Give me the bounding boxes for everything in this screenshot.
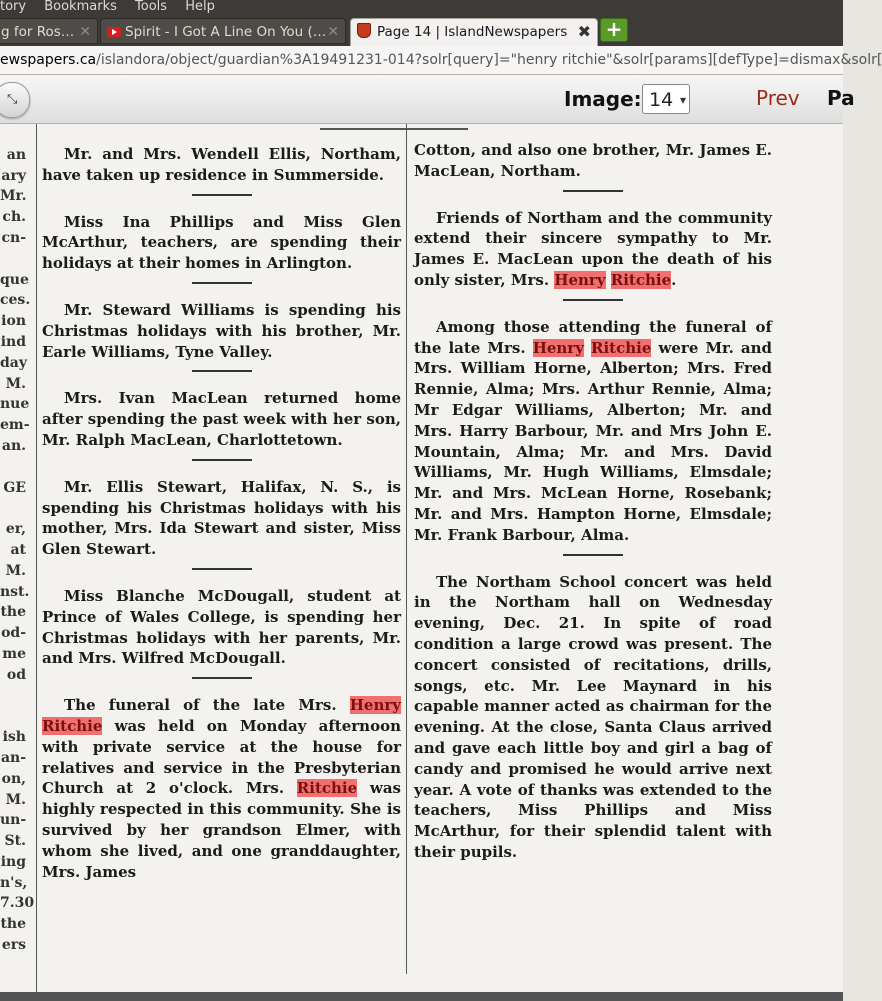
close-icon[interactable]: ✖ [577, 22, 591, 41]
edge-fragment: er, [5, 521, 26, 538]
edge-fragment: 7.30 [0, 895, 35, 912]
paragraph: Miss Ina Phillips and Miss Glen McArthur, teachers, are spending their holidays at their homes in Arlington. [42, 212, 401, 273]
edge-fragment: ers [1, 937, 26, 954]
menu-bar [0, 0, 843, 14]
paragraph-separator [563, 190, 623, 192]
newspaper-page[interactable] [0, 124, 843, 1001]
url-host: ewspapers.ca [0, 52, 97, 68]
search-highlight: Ritchie [610, 270, 672, 289]
paragraph-separator [192, 677, 252, 679]
menu-help[interactable]: Help [185, 0, 215, 14]
edge-fragment [0, 124, 26, 145]
url-path: /islandora/object/guardian%3A19491231-014?solr[query]="henry ritchie"&solr[params][defType]=dismax&solr[ [96, 52, 882, 68]
edge-fragment: cn- [1, 229, 26, 246]
paragraph-separator [563, 554, 623, 556]
edge-fragment: nst. [0, 583, 30, 600]
tab-2[interactable] [100, 18, 346, 44]
edge-fragment: ch. [2, 209, 26, 226]
edge-fragment [0, 498, 26, 519]
close-icon[interactable]: ✕ [327, 24, 339, 40]
edge-fragment: n's, [0, 874, 28, 891]
image-select-value: 14 [649, 89, 674, 111]
tab-1[interactable] [0, 18, 98, 44]
menu-tools[interactable]: Tools [135, 0, 168, 14]
edge-fragment: ing [0, 853, 26, 870]
prev-link[interactable]: Prev [756, 86, 800, 110]
edge-fragment: od [6, 666, 26, 683]
edge-fragment [0, 686, 26, 707]
image-label: Image: [564, 87, 642, 111]
edge-fragment: at [10, 541, 26, 558]
edge-fragment [0, 457, 26, 478]
search-highlight: Ritchie [42, 716, 103, 735]
edge-fragment: un- [0, 812, 27, 829]
left-column-edge [0, 124, 35, 1001]
edge-fragment: on, [1, 770, 26, 787]
site-icon [357, 23, 371, 38]
tab-3[interactable] [350, 18, 598, 46]
edge-fragment: M. [5, 375, 26, 392]
paragraph-separator [192, 194, 252, 196]
left-column [42, 144, 401, 882]
paragraph: Mr. Steward Williams is spending his Christmas holidays with his brother, Mr. Earle Williams, Tyne Valley. [42, 300, 401, 361]
tab-bar [0, 14, 843, 46]
paragraph-separator [563, 299, 623, 301]
edge-fragment: ary [1, 167, 26, 184]
column-rule [36, 124, 37, 994]
image-select[interactable] [642, 84, 690, 114]
edge-fragment: the [0, 604, 26, 621]
menu-bookmarks[interactable]: Bookmarks [44, 0, 117, 14]
tab-2-label: Spirit - I Got A Line On You (… [125, 24, 327, 40]
edge-fragment: M. [5, 562, 26, 579]
edge-fragment: M. [5, 791, 26, 808]
paragraph: Miss Blanche McDougall, student at Prince of Wales College, is spending her Christmas holidays with her parents, Mr. and Mrs. Wilfred McDougall. [42, 586, 401, 668]
edge-fragment: me [2, 645, 26, 662]
edge-fragment: em- [0, 417, 30, 434]
fullscreen-icon: ⤡ [7, 92, 18, 107]
edge-fragment: que [0, 271, 29, 288]
chevron-down-icon: ▾ [679, 93, 686, 107]
edge-fragment: ion [1, 313, 26, 330]
column-rule [406, 124, 407, 974]
close-icon[interactable]: ✕ [79, 24, 91, 40]
paragraph-separator [192, 282, 252, 284]
edge-fragment: GE [3, 479, 26, 496]
funeral-paragraph: The funeral of the late Mrs. Henry Ritchie was held on Monday afternoon with private service at the house for relatives and service in the Presbyterian Church at 2 o'clock. Mrs. Ritchie was highly respected in this community. She is survived by her grandson Elmer, with whom she lived, and one granddaughter, Mrs. James [42, 696, 401, 881]
bottom-rule [0, 992, 843, 1001]
menu-history[interactable]: tory [0, 0, 27, 14]
search-highlight: Ritchie [296, 779, 358, 798]
edge-fragment: ind [0, 333, 26, 350]
search-highlight: Henry [554, 270, 606, 289]
edge-fragment: nue [0, 396, 30, 413]
url-bar[interactable] [0, 46, 882, 75]
edge-fragment: the [0, 916, 26, 933]
edge-fragment: an. [1, 437, 26, 454]
top-rule [320, 128, 468, 130]
paragraph: Cotton, and also one brother, Mr. James E. MacLean, Northam. [414, 141, 772, 180]
edge-fragment: ish [2, 729, 26, 746]
right-column [414, 140, 772, 863]
paragraph: Mr. and Mrs. Wendell Ellis, Northam, have taken up residence in Summerside. [42, 145, 401, 184]
edge-fragment: Mr. [0, 188, 27, 205]
new-tab-button[interactable]: + [600, 18, 628, 42]
tab-3-label: Page 14 | IslandNewspapers [377, 24, 568, 40]
edge-fragment: day [0, 354, 27, 371]
paragraph-separator [192, 370, 252, 372]
edge-fragment: St. [4, 833, 26, 850]
edge-fragment: an- [0, 749, 26, 766]
search-highlight: Henry [349, 696, 401, 715]
attendees-paragraph: Among those attending the funeral of the late Mrs. Henry Ritchie were Mr. and Mrs. William Horne, Alberton; Mrs. Fred Rennie, Alma; Mrs. Arthur Rennie, Alma; Mr Edgar Williams, Alberton; Mr. and Mrs. Harry Barbour, Mr. and Mrs John E. Mountain, Alma; Mr. and Mrs. David Williams, Mr. Hugh Williams, Elmsdale; Mr. and Mrs. McLean Horne, Rosebank; Mr. and Mrs. Hampton Horne, Elmsdale; Mr. Frank Barbour, Alma. [414, 317, 772, 544]
edge-fragment: an [6, 146, 26, 163]
fullscreen-button[interactable] [0, 82, 30, 118]
viewer-toolbar [0, 75, 855, 124]
paragraph: Mr. Ellis Stewart, Halifax, N. S., is spending his Christmas holidays with his mother, Mrs. Ida Stewart and sister, Miss Glen Stewart. [42, 477, 401, 559]
paragraph-separator [192, 568, 252, 570]
next-link[interactable]: Pa [827, 86, 855, 110]
concert-paragraph: The Northam School concert was held in the Northam hall on Wednesday evening, Dec. 21. In spite of road condition a large crowd was present. The concert consisted of recitations, drills, songs, etc. Mr. Lee Maynard in his capable manner acted as chairman for the evening. At the close, Santa Claus arrived and gave each little boy and girl a bag of candy and promised he would arrive next year. A vote of thanks was extended to the teachers, Miss Phillips and Miss McArthur, for their splendid talent with their pupils. [414, 572, 772, 861]
search-highlight: Henry [532, 338, 584, 357]
edge-fragment [0, 706, 26, 727]
paragraph: Mrs. Ivan MacLean returned home after spending the past week with her son, Mr. Ralph MacLean, Charlottetown. [42, 389, 401, 449]
edge-fragment: od- [1, 625, 26, 642]
edge-fragment [0, 249, 26, 270]
paragraph-separator [192, 459, 252, 461]
youtube-icon [107, 27, 121, 37]
tab-1-label: g for Ros… [1, 24, 75, 40]
paragraph: Friends of Northam and the community extend their sincere sympathy to Mr. James E. MacLean upon the death of his only sister, Mrs. Henry Ritchie. [414, 208, 772, 289]
search-highlight: Ritchie [591, 338, 652, 357]
edge-fragment: ces. [0, 292, 31, 309]
